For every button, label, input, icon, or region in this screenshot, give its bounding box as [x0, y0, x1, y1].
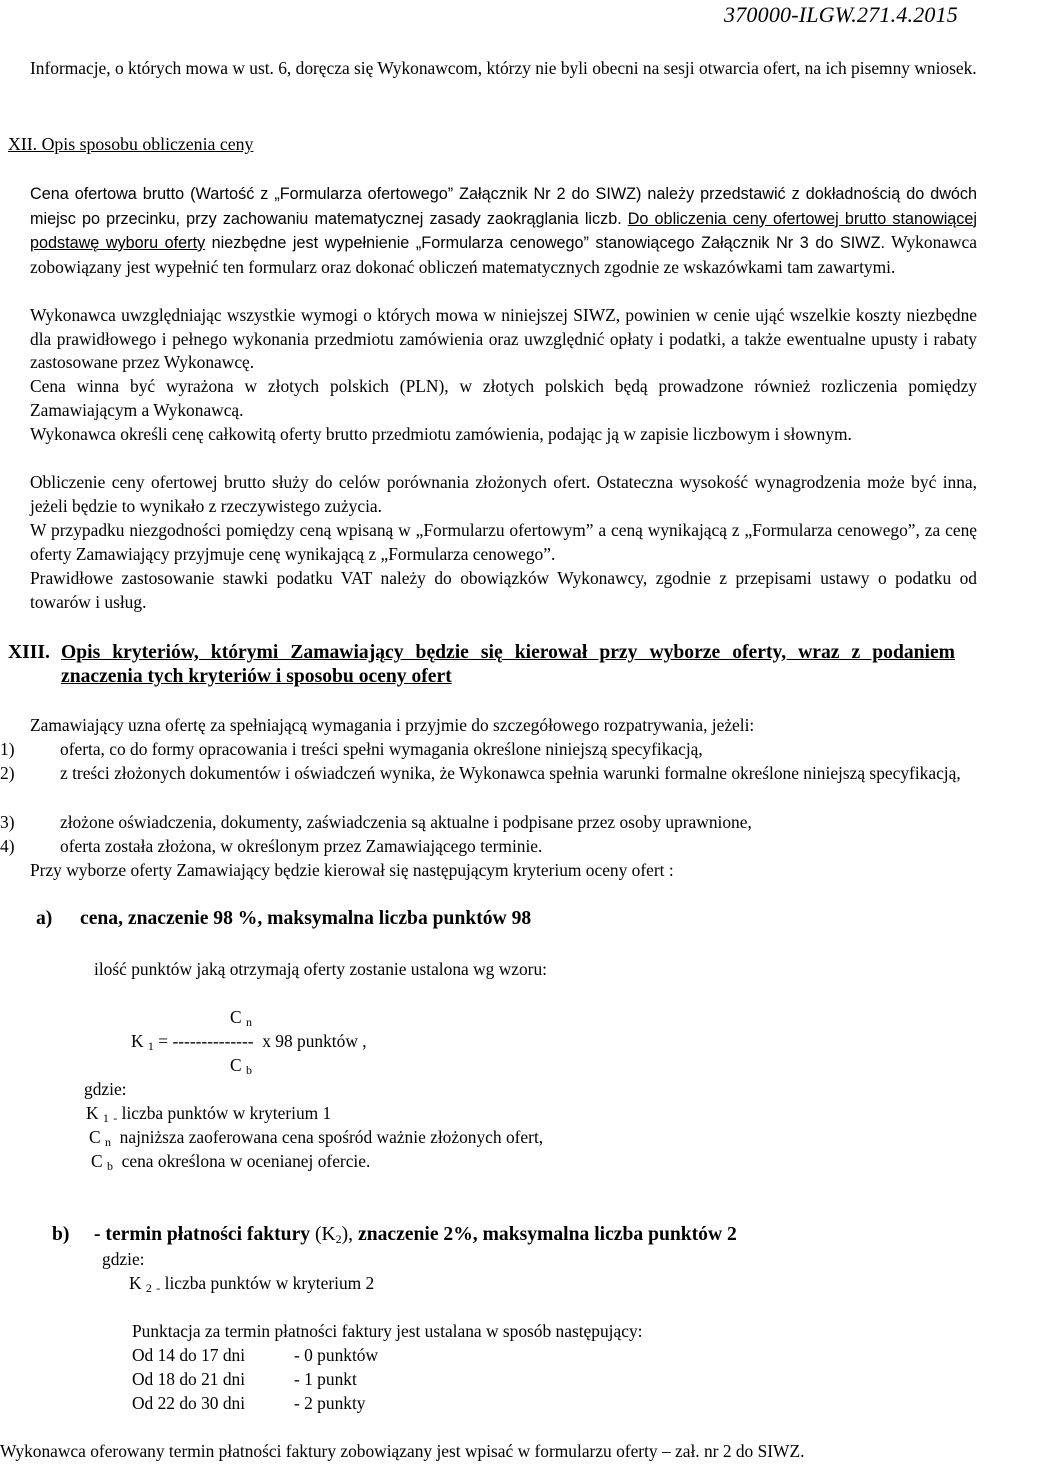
item-text: Cena winna być wyrażona w złotych polskich (PLN), w złotych polskich będą prowadzone również rozliczenia pomiędzy Zamawiającym a Wykonawcą. [30, 376, 977, 420]
formula-numerator: C n [230, 1007, 252, 1029]
list-item [8, 567, 977, 614]
formula-denominator: C b [230, 1055, 252, 1077]
sub-list-item [0, 738, 1007, 762]
item-text: Cena ofertowa brutto (Wartość z „Formularza ofertowego” Załącznik Nr 2 do SIWZ) należy przedstawić z dokładnością do dwóch miejsc po przecinku, przy zachowaniu matematycznej zasady zaokrąglania liczb. [30, 185, 977, 228]
list-item [8, 375, 977, 422]
list-item [8, 519, 977, 566]
list-item [8, 57, 977, 81]
sub-item-text: oferta, co do formy opracowania i treści spełni wymagania określone niniejszą specyfikacją, [60, 739, 703, 759]
list-item [8, 304, 977, 375]
sub-list-item [0, 835, 1007, 859]
sub-item-number: 2) [0, 763, 15, 783]
section-label: XIII. [8, 642, 50, 663]
item-text: Przy wyborze oferty Zamawiający będzie kierował się następującym kryterium oceny ofert : [30, 860, 674, 880]
item-text: Wykonawca określi cenę całkowitą oferty brutto przedmiotu zamówienia, podając ją w zapisie liczbowym i słownym. [30, 424, 852, 444]
formula-intro: ilość punktów jaką otrzymają oferty zostanie ustalona wg wzoru: [94, 959, 547, 979]
sub-list-item [0, 762, 1007, 786]
definitions-label: gdzie: [102, 1249, 145, 1269]
scoring-row: Od 22 do 30 dni - 2 punkty [132, 1393, 366, 1413]
sub-item-number: 1) [0, 739, 15, 759]
item-number [8, 304, 30, 328]
section-xiii-title [8, 641, 955, 689]
sub-item-text: oferta została złożona, w określonym przez Zamawiającego terminie. [60, 836, 543, 856]
item-text: Obliczenie ceny ofertowej brutto służy do celów porównania złożonych ofert. Ostateczna wysokość wynagrodzenia może być inna, jeżeli będzie to wynikało z rzeczywistego zużycia. [30, 472, 977, 516]
list-item [8, 859, 977, 883]
item-number [8, 182, 30, 206]
criterion-b-heading: b) - termin płatności faktury (K2), znaczenie 2%, maksymalna liczba punktów 2 [52, 1224, 737, 1246]
item-number [8, 471, 30, 495]
sub-item-text: z treści złożonych dokumentów i oświadczeń wynika, że Wykonawca spełnia warunki formalne określone niniejszą specyfikacją, [60, 763, 961, 783]
criterion-label: b) [52, 1224, 70, 1245]
item-text: Informacje, o których mowa w ust. 6, doręcza się Wykonawcom, którzy nie byli obecni na sesji otwarcia ofert, na ich pisemny wniosek. [30, 58, 977, 78]
definition-item: C b cena określona w ocenianej ofercie. [91, 1151, 371, 1173]
sub-list-item [0, 811, 1007, 835]
item-number [8, 567, 30, 591]
sub-item-number: 3) [0, 812, 15, 832]
list-item [8, 714, 977, 738]
list-item [8, 182, 977, 279]
item-text: W przypadku niezgodności pomiędzy ceną wpisaną w „Formularzu ofertowym” a ceną wynikającą z „Formularza cenowego”, za cenę oferty Zamawiający przyjmuje cenę wynikającą z „Formularza cenowego”. [30, 520, 977, 564]
item-text: Wykonawca zobowiązany jest wypełnić ten formularz oraz dokonać obliczeń matematycznych zgodnie ze wskazówkami tam zawartymi. [30, 232, 977, 277]
criterion-label: a) [36, 908, 53, 929]
list-item [8, 423, 977, 447]
closing-paragraph: Wykonawca oferowany termin płatności faktury zobowiązany jest wpisać w formularzu oferty – zał. nr 2 do SIWZ. [0, 1441, 805, 1461]
criterion-title: cena, znaczenie 98 %, maksymalna liczba punktów 98 [80, 908, 532, 929]
item-number [8, 375, 30, 399]
item-number [8, 714, 30, 738]
sub-item-number: 4) [0, 836, 15, 856]
formula-main-line: K 1 = -------------- x 98 punktów , [131, 1031, 367, 1053]
item-number [8, 519, 30, 543]
item-text: Zamawiający uzna ofertę za spełniającą wymagania i przyjmie do szczegółowego rozpatrywania, jeżeli: [30, 715, 755, 735]
scoring-intro: Punktacja za termin płatności faktury jest ustalana w sposób następujący: [132, 1321, 643, 1341]
section-title-text: Opis kryteriów, którymi Zamawiający będzie się kierował przy wyborze oferty, wraz z podaniem znaczenia tych kryteriów i sposobu oceny ofert [61, 642, 955, 687]
scoring-row: Od 14 do 17 dni - 0 punktów [132, 1345, 379, 1365]
criterion-a-heading [36, 907, 983, 931]
definitions-label: gdzie: [84, 1079, 127, 1099]
definition-item: K 2 - liczba punktów w kryterium 2 [129, 1273, 375, 1295]
document-reference: 370000-ILGW.271.4.2015 [724, 2, 958, 27]
item-text: Prawidłowe zastosowanie stawki podatku VAT należy do obowiązków Wykonawcy, zgodnie z przepisami ustawy o podatku od towarów i usług. [30, 568, 977, 612]
sub-item-text: złożone oświadczenia, dokumenty, zaświadczenia są aktualne i podpisane przez osoby uprawnione, [60, 812, 752, 832]
item-number [8, 57, 30, 81]
item-number [8, 859, 30, 883]
definition-item: K 1 - liczba punktów w kryterium 1 [86, 1103, 332, 1125]
section-xii-title: XII. Opis sposobu obliczenia ceny [8, 134, 254, 154]
definition-item: C n najniższa zaoferowana cena spośród ważnie złożonych ofert, [89, 1127, 544, 1149]
item-text: Wykonawca uwzględniając wszystkie wymogi o których mowa w niniejszej SIWZ, powinien w cenie ująć wszelkie koszty niezbędne dla prawidłowego i pełnego wykonania przedmiotu zamówienia oraz uwzględnić opłaty i podatki, a także ewentualne upusty i rabaty zastosowane przez Wykonawcę. [30, 305, 977, 372]
item-text: niezbędne jest wypełnienie „Formularza cenowego” stanowiącego Załącznik Nr 3 do SIWZ. [211, 234, 885, 252]
item-number [8, 423, 30, 447]
item-text-underlined: Do obliczenia ceny ofertowej brutto stanowiącej podstawę wyboru oferty [30, 209, 977, 252]
list-item [8, 471, 977, 518]
scoring-row: Od 18 do 21 dni - 1 punkt [132, 1369, 357, 1389]
